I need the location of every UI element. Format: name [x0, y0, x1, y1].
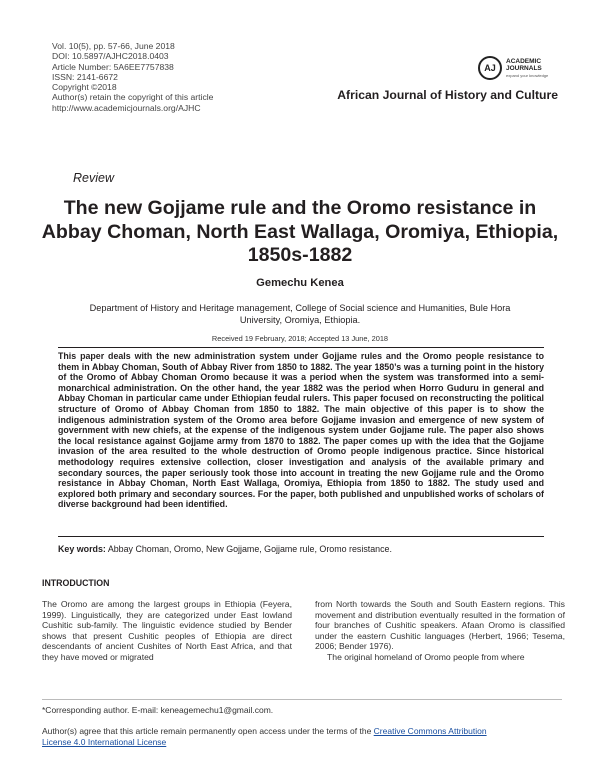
- received-accepted-dates: Received 19 February, 2018; Accepted 13 June, 2018: [211, 334, 389, 343]
- meta-issn: ISSN: 2141-6672: [52, 71, 118, 82]
- academic-journals-logo: [478, 56, 558, 82]
- article-metadata: [52, 41, 213, 113]
- meta-url[interactable]: http://www.academicjournals.org/AJHC: [52, 102, 201, 113]
- meta-copyright: Copyright ©2018: [52, 82, 117, 93]
- journal-name: African Journal of History and Culture: [337, 88, 558, 102]
- keywords: [58, 544, 544, 554]
- author-name: Gemechu Kenea: [256, 277, 344, 289]
- intro-column-left: [42, 599, 292, 663]
- logo-line-1: ACADEMIC: [506, 58, 542, 65]
- logo-wordmark: [506, 58, 542, 72]
- intro-paragraph-2: The original homeland of Oromo people from where: [327, 651, 525, 662]
- license-notice: [42, 726, 562, 748]
- footnotes: [42, 705, 562, 748]
- keywords-text: Abbay Choman, Oromo, New Gojjame, Gojjame rule, Oromo resistance.: [105, 544, 392, 554]
- introduction-heading: INTRODUCTION: [42, 578, 110, 588]
- license-prefix: Author(s) agree that this article remain permanently open access under the terms of the: [42, 726, 374, 736]
- meta-article-number: Article Number: 5A6EE7757838: [52, 61, 174, 72]
- logo-mark: AJ: [478, 56, 502, 80]
- meta-rights: Author(s) retain the copyright of this article: [52, 92, 214, 103]
- article-title: The new Gojjame rule and the Oromo resistance in Abbay Choman, North East Wallaga, Oromiya, Ethiopia, 1850s-1882: [41, 197, 559, 267]
- corresponding-author: *Corresponding author. E-mail: keneagemechu1@gmail.com.: [42, 705, 274, 715]
- abstract-top-rule: [58, 347, 544, 348]
- intro-paragraph-1-cont: from North towards the South and South Eastern regions. This movement and distribution eventually resulted in the formation of four branches of Cushitic speakers. Afaan Oromo is classified under the eastern Cushitic languages (Herbert, 1966; Tesema, 2006; Bender 1976).: [315, 599, 565, 652]
- meta-doi: DOI: 10.5897/AJHC2018.0403: [52, 51, 169, 62]
- intro-paragraph-1: The Oromo are among the largest groups in Ethiopia (Feyera, 1999). Linguistically, they are categorized under East lowland Cushitic sub-family. The linguistic evidence studied by Bender shows that present Cushitic peoples of Ethiopia are direct descendants of ancient Cushites of North East Africa, and that they have moved or migrated: [42, 599, 292, 662]
- logo-tagline: expand your knowledge: [506, 73, 549, 78]
- section-label: Review: [73, 171, 114, 185]
- license-link-part-2[interactable]: License 4.0 International License: [42, 737, 167, 747]
- intro-column-right: [315, 599, 565, 663]
- license-link-part-1[interactable]: Creative Commons Attribution: [373, 726, 487, 736]
- abstract: This paper deals with the new administration system under Gojjame rules and the Oromo people resistance to them in Abbay Choman, South of Abbay River from 1850 to 1882. The year 1850’s was a turning point in the history of the Oromo of Abbay Choman Oromo because it was a period when the system was transformed into a semi- monarchical administration. On the other hand, the year 1882 was the period when Horro Guduru in general and Abbay Choman in particular came under Ethiopian feudal rulers. This paper focused on reconstructing the political structure of Oromo of Abbay Choman from 1850 to 1882. The main objective of this paper is to show the indigenous administration system of the Oromo area before Gojjame invasion and emergence of new system of government with new chiefs, at the expense of the indigenous system under Gojjame rule. The paper also shows the local resistance against Gojjame army from 1870 to 1882. The paper comes up with the idea that the Gojjame invasion of the area resulted to the whole destruction of Oromo people indigenous practice. Since historical methodology requires extensive collection, closer investigation and analysis of the available primary and secondary sources, the paper seriously took those into account in treating the new Gojjame rule and the Oromo resistance in Abbay Choman, North East Wallaga, Oromiya, Ethiopia from 1850 to 1882. The study used and explored both primary and secondary sources. For the paper, both published and unpublished works of scholars of diverse background had been identified.: [58, 351, 544, 510]
- keywords-label: Key words:: [58, 544, 106, 554]
- logo-line-2: JOURNALS: [506, 65, 542, 72]
- author-affiliation: Department of History and Heritage management, College of Social science and Humanities, Bule Hora University, Oromiya, Ethiopia.: [89, 303, 511, 325]
- footnote-rule: [42, 699, 562, 700]
- abstract-bottom-rule: [58, 536, 544, 537]
- meta-volume: Vol. 10(5), pp. 57-66, June 2018: [52, 41, 175, 51]
